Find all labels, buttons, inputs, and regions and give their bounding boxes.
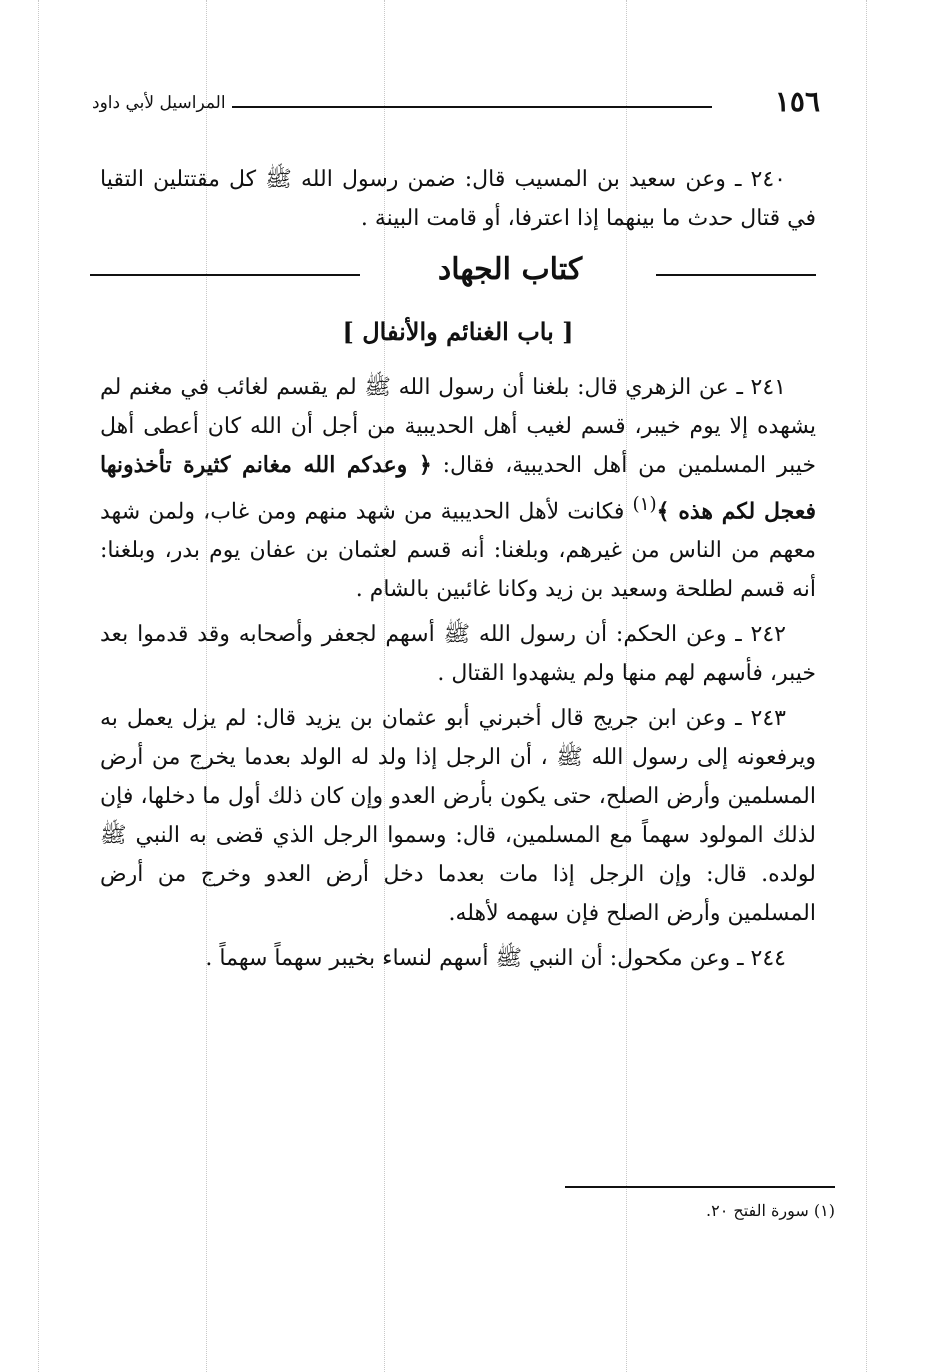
footnote-marker: (١) — [632, 494, 657, 515]
paragraph-text: فكانت لأهل الحديبية من شهد منهم ومن غاب، ولمن شهد معهم من الناس من غيرهم، وبلغنا: أنه قسم لعثمان بن عفان يوم بدر، وبلغنا: أنه قسم لطلحة وسعيد بن زيد وكانا غائبين بالشام . — [100, 499, 816, 603]
paragraph-text: وعن الحكم: أن رسول الله ﷺ أسهم لجعفر وأصحابه وقد قدموا بعد خيبر، فأسهم لهم منها ولم يشهدوا القتال . — [100, 622, 816, 687]
heading-rule-left — [90, 274, 360, 276]
chapter-heading — [100, 244, 816, 300]
paragraph-244 — [100, 939, 816, 978]
paragraph-number: ٢٤٠ ـ — [734, 167, 786, 192]
page-number: ١٥٦ — [774, 85, 820, 118]
paragraph-242 — [100, 615, 816, 693]
paragraph-text: وعن ابن جريج قال أخبرني أبو عثمان بن يزيد قال: لم يزل يعمل به ويرفعونه إلى رسول الله ﷺ ، أن الرجل إذا ولد له الولد بعدما يخرج من أرض المسلمين وأرض الصلح، حتى يكون بأرض العدو وإن كان ذلك أول ما دخلها، فإن لذلك المولود سهماً مع المسلمين، قال: وسموا الرجل الذي قضى به النبي ﷺ لولده. قال: وإن الرجل إذا مات بعدما دخل أرض العدو وخرج من أرض المسلمين وأرض الصلح فإن سهمه لأهله. — [100, 706, 816, 927]
footnote: (١) سورة الفتح ٢٠. — [706, 1201, 835, 1220]
paragraph-240 — [100, 160, 816, 238]
scan-artifact-line — [38, 0, 39, 1372]
paragraph-number: ٢٤٢ ـ — [735, 622, 786, 648]
chapter-title: كتاب الجهاد — [437, 252, 583, 287]
paragraph-241 — [100, 368, 816, 609]
quran-quote: ﴿ وعدكم الله مغانم كثيرة تأخذونها فعجل لكم هذه ﴾ — [100, 452, 816, 525]
heading-rule-right — [656, 274, 816, 276]
header-rule — [232, 106, 712, 108]
main-text — [100, 160, 816, 984]
paragraph-text: وعن سعيد بن المسيب قال: ضمن رسول الله ﷺ كل مقتتلين التقيا في قتال حدث ما بينهما إذا اعترفا، أو قامت البينة . — [100, 167, 816, 231]
book-title: المراسيل لأبي داود — [92, 93, 226, 113]
paragraph-text: وعن مكحول: أن النبي ﷺ أسهم لنساء بخيبر سهماً سهماً . — [205, 946, 731, 972]
paragraph-number: ٢٤٣ ـ — [735, 706, 786, 732]
footnote-rule — [565, 1186, 835, 1188]
scan-artifact-line — [866, 0, 867, 1372]
paragraph-number: ٢٤١ ـ — [736, 375, 786, 400]
running-header — [92, 82, 820, 122]
paragraph-text: عن الزهري قال: بلغنا أن رسول الله ﷺ لم يقسم لغائب في مغنم لم يشهده إلا يوم خيبر، قسم لغيب أهل الحديبية من أجل أن الله كان أعطى أهل خيبر المسلمين من أهل الحديبية، فقال: — [100, 375, 817, 478]
paragraph-number: ٢٤٤ ـ — [737, 946, 786, 972]
paragraph-243 — [100, 699, 816, 933]
section-subtitle: [ باب الغنائم والأنفال ] — [342, 317, 574, 346]
